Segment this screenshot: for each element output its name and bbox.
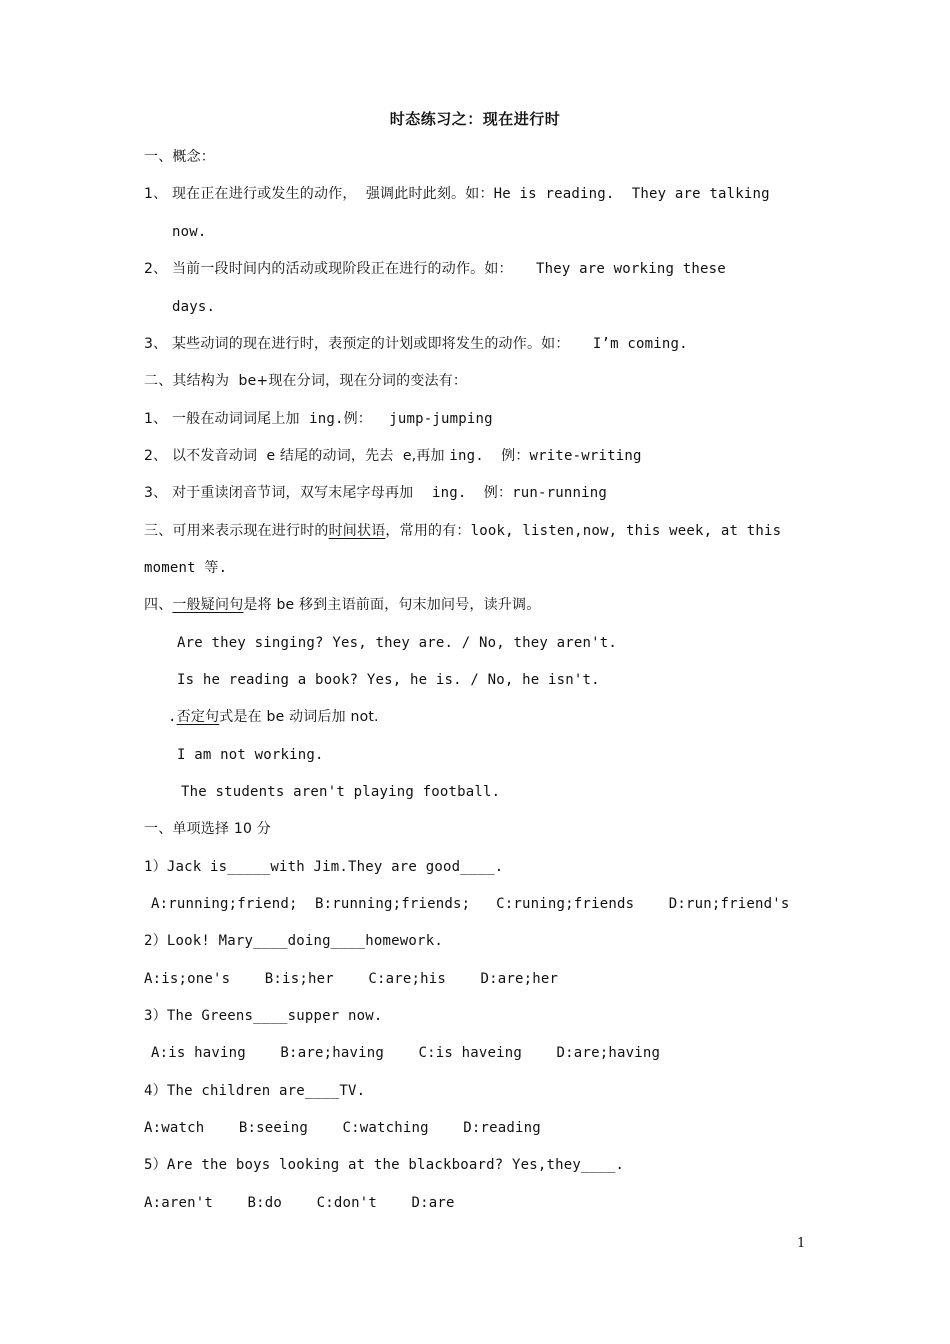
section-heading-questions [144,594,540,616]
concept-item-1-text: 1、 现在正在进行或发生的动作， 强调此时此刻。如： [144,186,494,202]
structure-item-2 [144,445,642,467]
concept-item-1-example: He is reading. They are talking [493,186,770,202]
concept-item-2-continuation: days. [172,299,216,315]
question-example-2: Is he reading a book? Yes, he is. / No, he isn't. [177,672,600,688]
structure-item-2-example: ing. 例：write-writing [449,448,642,464]
negative-example-2: The students aren't playing football. [181,784,501,800]
page-title: 时态练习之：现在进行时 [389,110,561,128]
structure-item-2-text: 2、 以不发音动词 e 结尾的动词，先去 e,再加 [144,448,450,464]
structure-item-1-example: ing.例： jump-jumping [309,411,493,427]
concept-item-3-text: 3、 某些动词的现在进行时，表预定的计划或即将发生的动作。如： [144,336,593,352]
questions-term: 一般疑问句 [172,597,244,613]
exercise-question-5: 5）Are the boys looking at the blackboard? Yes,they____. [144,1157,625,1173]
concept-item-2 [144,258,726,280]
adverbials-prefix: 三、可用来表示现在进行时的 [144,523,329,539]
questions-suffix: 是将 be 移到主语前面，句末加问号，读升调。 [243,597,541,613]
exercise-options-4: A:watch B:seeing C:watching D:reading [144,1120,541,1136]
negative-term: 否定句 [176,709,220,725]
adverbials-continuation: moment 等. [144,560,228,576]
structure-heading-b: be+现在分词，现在分词的变法有： [238,373,468,389]
structure-item-3-example: ing. 例：run-running [431,485,608,501]
adverbials-words: look, listen,now, this week, at this [470,523,782,539]
concept-item-1 [144,183,770,205]
exercise-heading: 一、单项选择 10 分 [144,821,271,837]
negative-dot: . [168,709,177,725]
structure-item-1 [144,408,493,430]
questions-prefix: 四、 [144,597,173,613]
exercise-question-2: 2）Look! Mary____doing____homework. [144,933,443,949]
structure-item-3 [144,482,607,504]
exercise-options-3: A:is having B:are;having C:is haveing D:are;having [151,1045,661,1061]
concept-item-3 [144,333,688,355]
section-heading-structure [144,370,467,392]
concept-item-3-example: I’m coming. [592,336,688,352]
concept-item-2-example: They are working these [536,261,726,277]
structure-item-3-text: 3、 对于重读闭音节词，双写末尾字母再加 [144,485,432,501]
structure-item-1-text: 1、 一般在动词词尾上加 [144,411,310,427]
section-heading-adverbials [144,520,781,542]
exercise-options-1: A:running;friend; B:running;friends; C:runing;friends D:run;friend's [151,896,790,912]
adverbials-suffix: ，常用的有： [385,523,471,539]
structure-heading-a: 二、其结构为 [144,373,239,389]
section-heading-concept: 一、概念： [144,149,215,165]
adverbials-term: 时间状语 [328,523,386,539]
question-example-1: Are they singing? Yes, they are. / No, they aren't. [177,635,618,651]
concept-item-1-continuation: now. [172,224,207,240]
exercise-question-4: 4）The children are____TV. [144,1083,366,1099]
exercise-question-3: 3）The Greens____supper now. [144,1008,383,1024]
page-number: 1 [797,1236,806,1251]
negative-example-1: I am not working. [177,747,324,763]
negative-rule [168,706,379,728]
exercise-options-5: A:aren't B:do C:don't D:are [144,1195,455,1211]
negative-suffix: 式是在 be 动词后加 not. [219,709,379,725]
exercise-question-1: 1）Jack is_____with Jim.They are good____. [144,859,504,875]
concept-item-2-text: 2、 当前一段时间内的活动或现阶段正在进行的动作。如： [144,261,537,277]
exercise-options-2: A:is;one's B:is;her C:are;his D:are;her [144,971,559,987]
